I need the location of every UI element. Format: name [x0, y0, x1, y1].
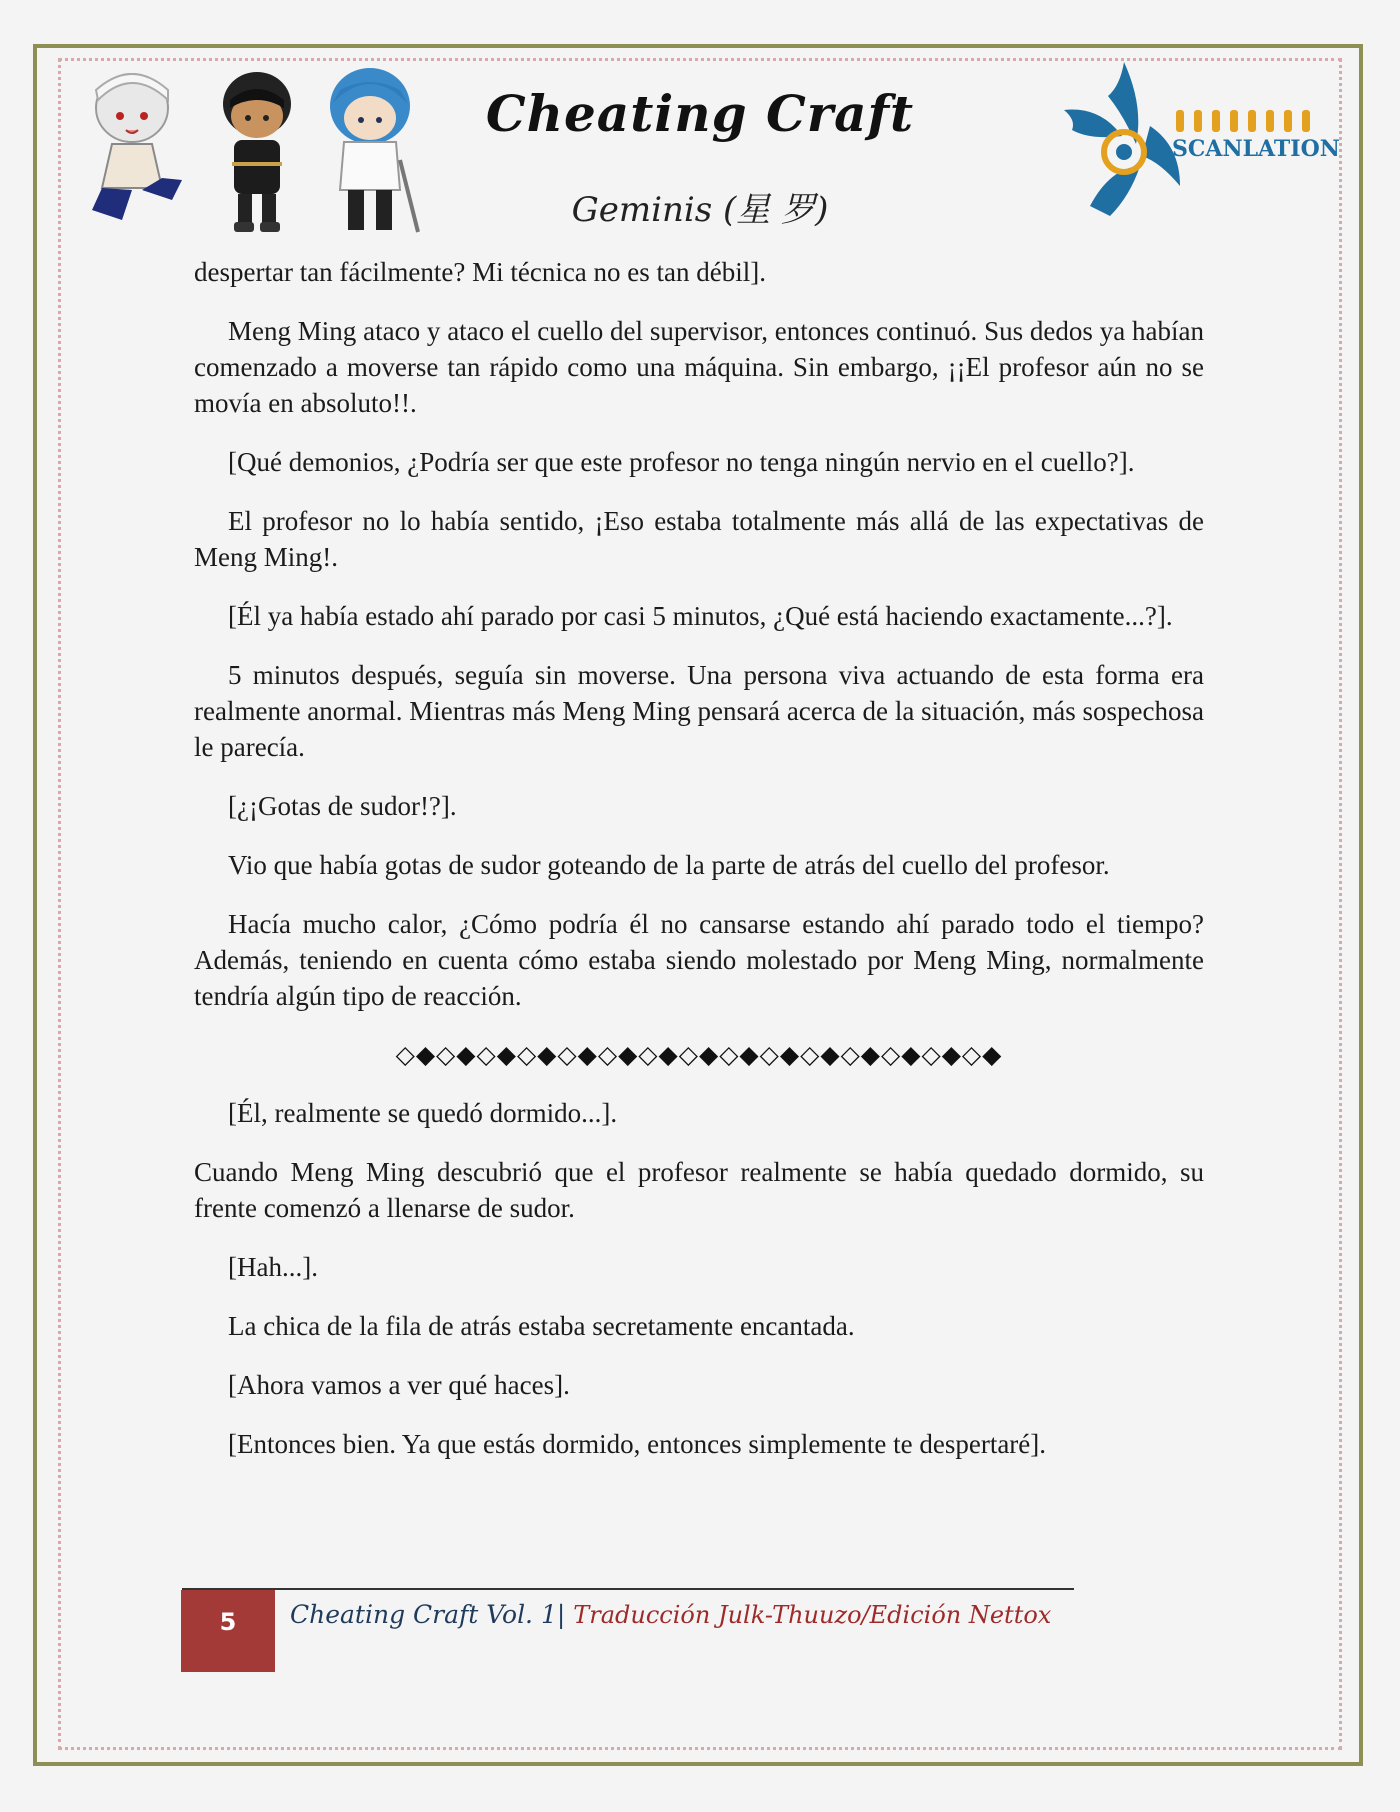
- paragraph: La chica de la fila de atrás estaba secretamente encantada.: [228, 1311, 855, 1341]
- logo-text: SCANLATION: [1172, 136, 1340, 162]
- book-title: Cheating Craft: [485, 84, 915, 143]
- chibi-characters-illustration: [82, 60, 432, 240]
- paragraph: [Él ya había estado ahí parado por casi 5 minutos, ¿Qué está haciendo exactamente...?].: [228, 601, 1173, 631]
- footer-separator: |: [556, 1600, 566, 1629]
- paragraph: [Qué demonios, ¿Podría ser que este profesor no tenga ningún nervio en el cuello?].: [228, 447, 1135, 477]
- paragraph: El profesor no lo había sentido, ¡Eso estaba totalmente más allá de las expectativas de Meng Ming!.: [194, 506, 1204, 572]
- footer-rule: [182, 1588, 1074, 1590]
- author-name: Geminis (星 罗): [571, 190, 829, 230]
- footer-credit: Traducción Julk-Thuuzo/Edición Nettox: [573, 1601, 1052, 1629]
- paragraph: [Él, realmente se quedó dormido...].: [228, 1098, 618, 1128]
- paragraph: Vio que había gotas de sudor goteando de la parte de atrás del cuello del profesor.: [228, 850, 1110, 880]
- paragraph: Hacía mucho calor, ¿Cómo podría él no cansarse estando ahí parado todo el tiempo? Además, teniendo en cuenta cómo estaba siendo molestado por Meng Ming, normalmente tendría algún tipo de reacción.: [194, 909, 1204, 1011]
- chibi-character-blue-hair: [330, 68, 418, 232]
- paragraph: Cuando Meng Ming descubrió que el profesor realmente se había quedado dormido, su frente comenzó a llenarse de sudor.: [194, 1157, 1204, 1223]
- footer-series: Cheating Craft Vol. 1: [290, 1600, 557, 1629]
- footer: [290, 1600, 1051, 1629]
- paragraph: despertar tan fácilmente? Mi técnica no es tan débil].: [194, 257, 766, 287]
- page-number: 5: [181, 1590, 275, 1672]
- body-text: [194, 254, 1204, 1485]
- paragraph: [Entonces bien. Ya que estás dormido, entonces simplemente te despertaré].: [228, 1429, 1047, 1459]
- paragraph: 5 minutos después, seguía sin moverse. Una persona viva actuando de esta forma era realmente anormal. Mientras más Meng Ming pensará acerca de la situación, más sospechosa le parecía.: [194, 660, 1204, 762]
- section-separator: ◇◆◇◆◇◆◇◆◇◆◇◆◇◆◇◆◇◆◇◆◇◆◇◆◇◆◇◆◇◆: [395, 1040, 1003, 1069]
- paragraph: Meng Ming ataco y ataco el cuello del supervisor, entonces continuó. Sus dedos ya habían comenzado a moverse tan rápido como una máquina. Sin embargo, ¡¡El profesor aún no se movía en absoluto!!.: [194, 316, 1204, 418]
- chibi-character-black-hair: [223, 72, 291, 232]
- logo-decoration: [1174, 108, 1318, 134]
- paragraph: [Hah...].: [228, 1252, 318, 1282]
- paragraph: [Ahora vamos a ver qué haces].: [228, 1370, 570, 1400]
- paragraph: [¿¡Gotas de sudor!?].: [228, 791, 457, 821]
- chibi-character-white-hair: [92, 74, 182, 220]
